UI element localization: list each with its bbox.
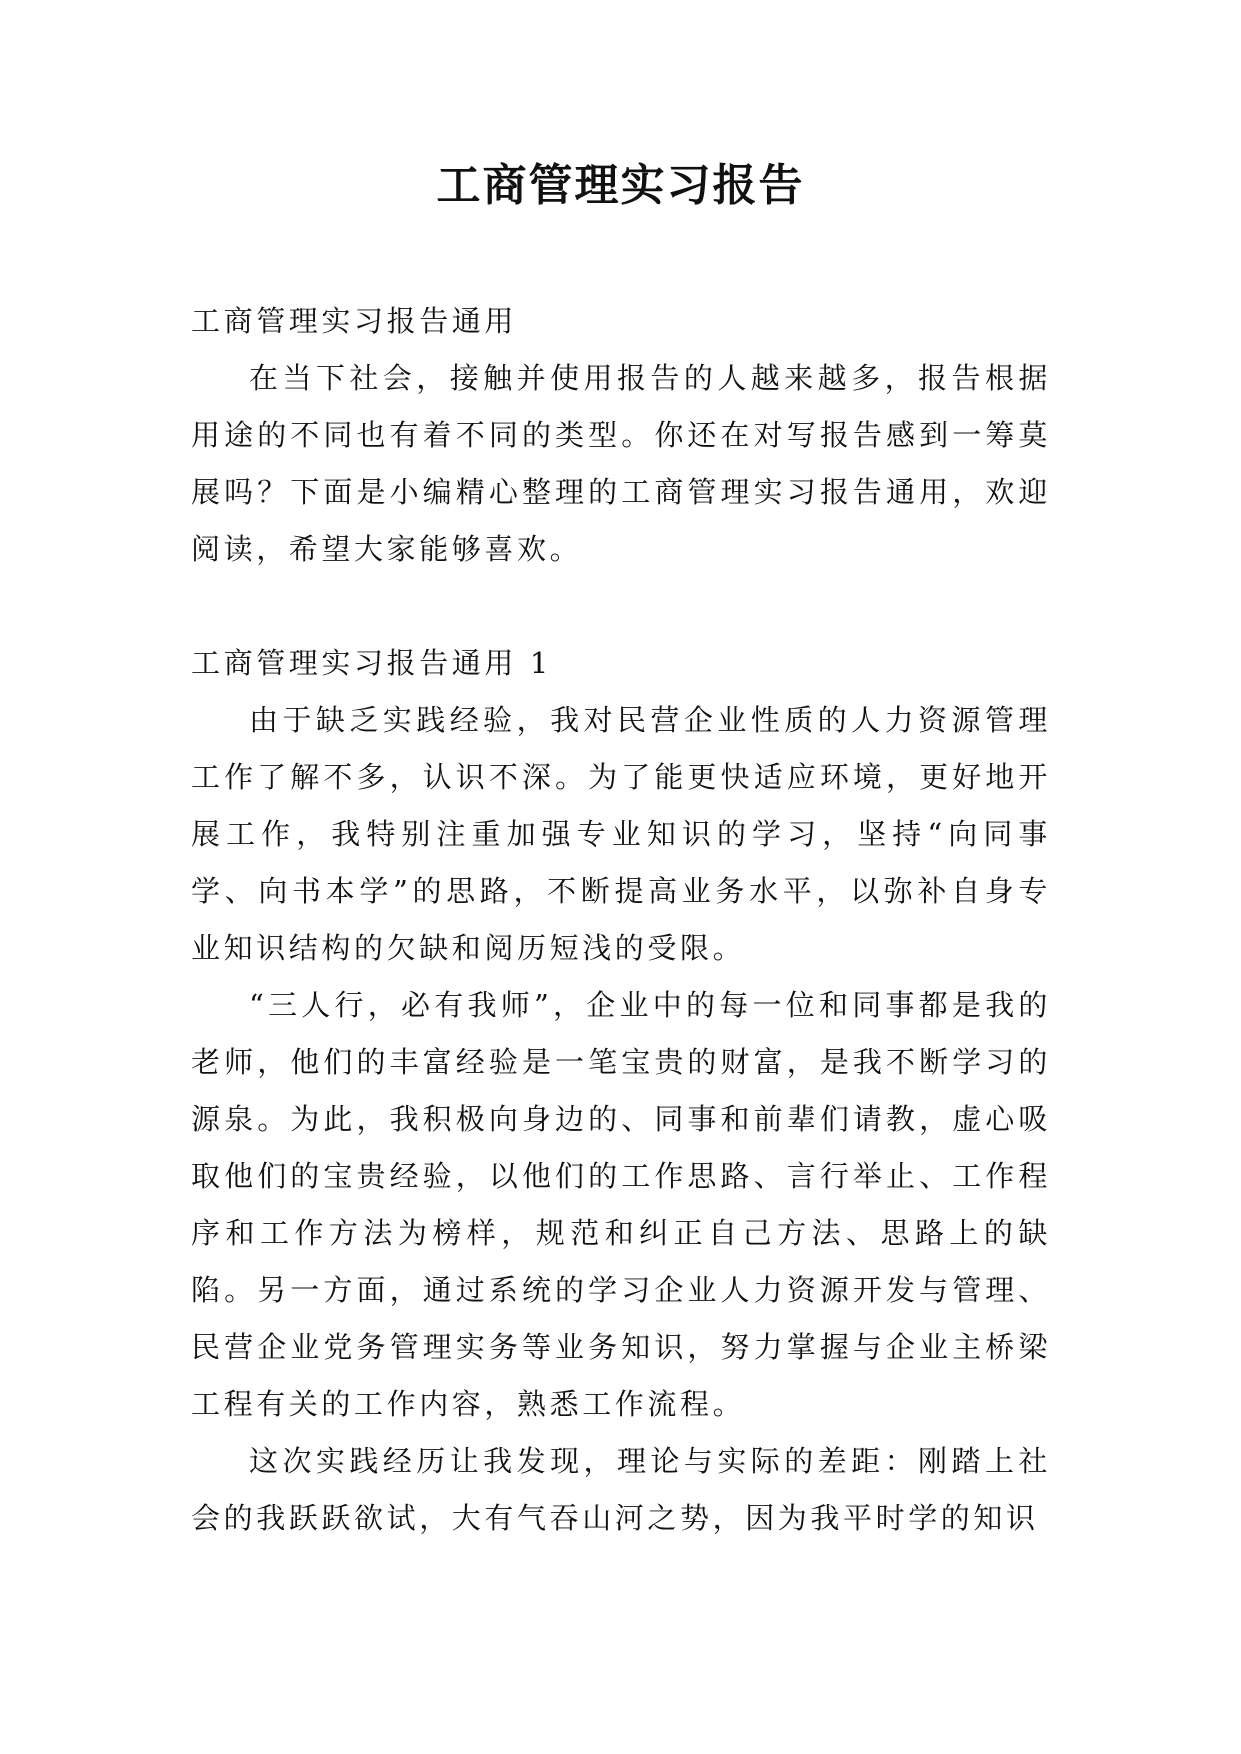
paragraph: 这次实践经历让我发现，理论与实际的差距：刚踏上社会的我跃跃欲试，大有气吞山河之势，因为我平时学的知识 [191,1444,1051,1535]
section-spacer [191,578,1051,635]
section-heading: 工商管理实习报告通用 1 [191,646,552,680]
paragraph: 在当下社会，接触并使用报告的人越来越多，报告根据用途的不同也有着不同的类型。你还在对写报告感到一筹莫展吗？下面是小编精心整理的工商管理实习报告通用，欢迎阅读，希望大家能够喜欢。 [191,361,1051,566]
paragraph: “三人行，必有我师”，企业中的每一位和同事都是我的老师，他们的丰富经验是一笔宝贵的财富，是我不断学习的源泉。为此，我积极向身边的、同事和前辈们请教，虚心吸取他们的宝贵经验，以他们的工作思路、言行举止、工作程序和工作方法为榜样，规范和纠正自己方法、思路上的缺陷。另一方面，通过系统的学习企业人力资源开发与管理、民营企业党务管理实务等业务知识，努力掌握与企业主桥梁工程有关的工作内容，熟悉工作流程。 [191,988,1051,1421]
document-title: 工商管理实习报告 [436,160,805,211]
paragraph: 由于缺乏实践经验，我对民营企业性质的人力资源管理工作了解不多，认识不深。为了能更快适应环境，更好地开展工作，我特别注重加强专业知识的学习，坚持“向同事学、向书本学”的思路，不断提高业务水平，以弥补自身专业知识结构的欠缺和阅历短浅的受限。 [191,703,1051,965]
document-body [191,293,1051,1547]
section-heading: 工商管理实习报告通用 [191,304,518,338]
